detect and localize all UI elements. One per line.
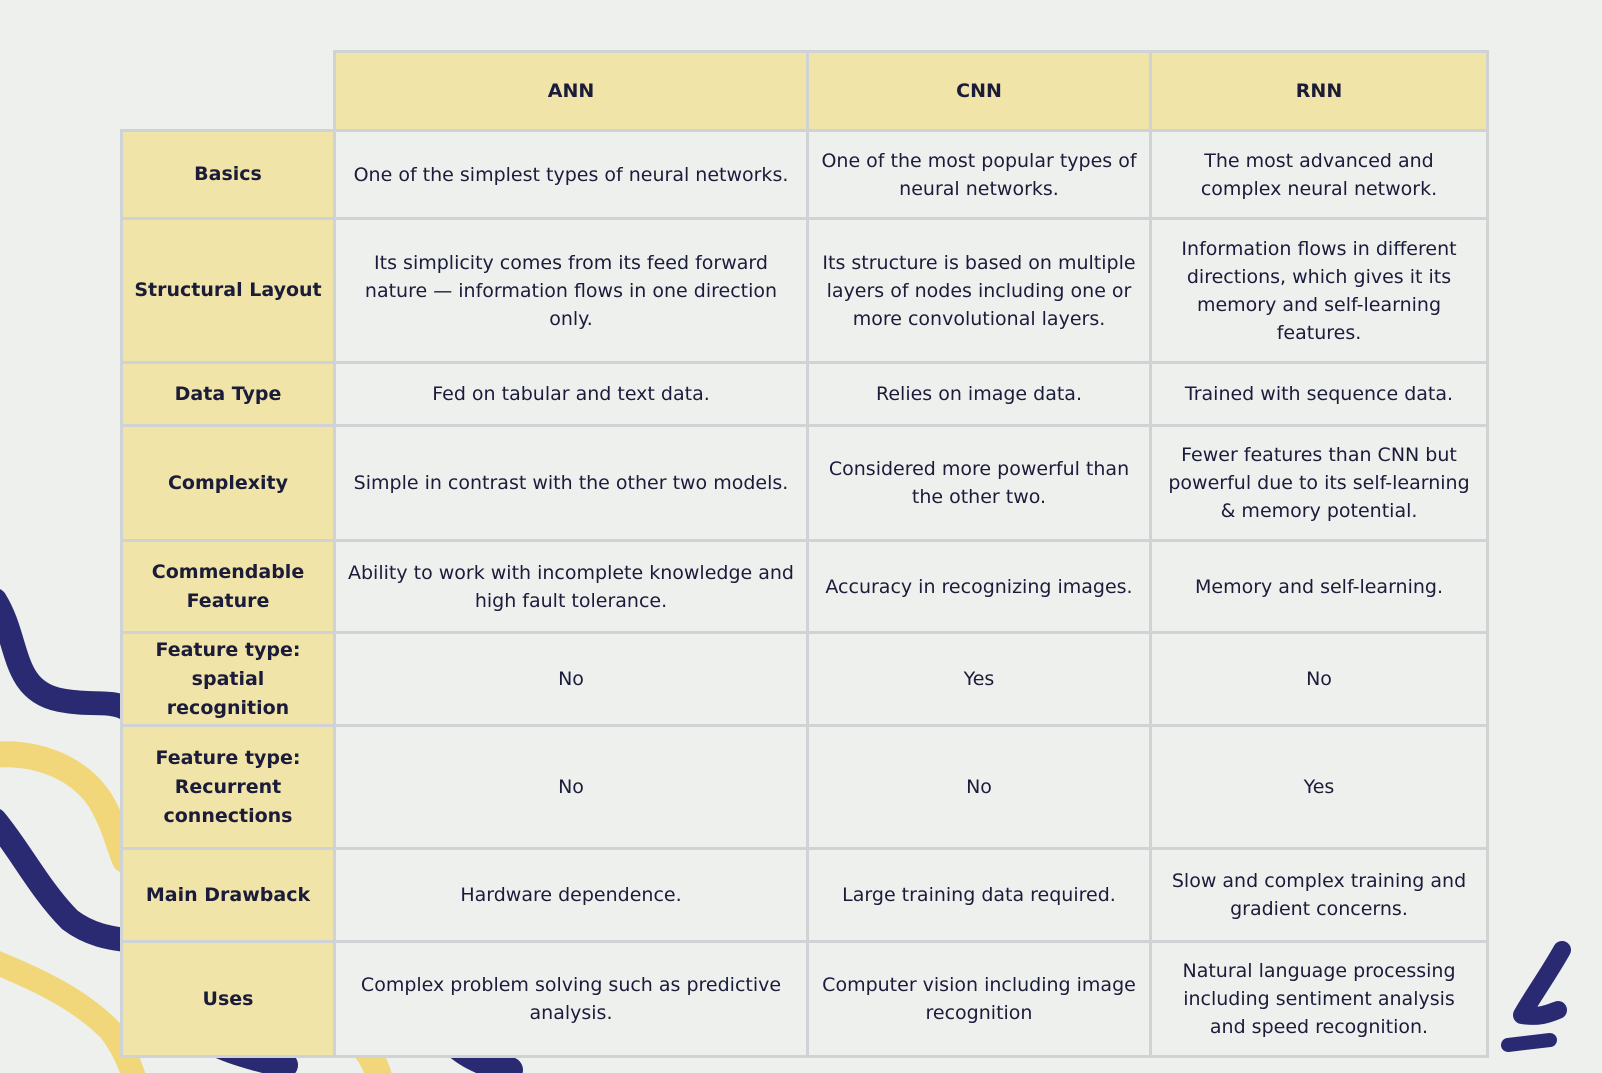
yellow-wave-1 [0, 754, 125, 860]
table-cell: Its simplicity comes from its feed forward nature — information flows in one direction only. [336, 220, 806, 361]
table-cell: Large training data required. [809, 850, 1149, 940]
navy-dash-mark [1508, 1040, 1550, 1045]
row-header-data-type: Data Type [123, 364, 333, 424]
table-corner [123, 53, 333, 129]
table-cell: Complex problem solving such as predictive analysis. [336, 943, 806, 1055]
row-header-basics: Basics [123, 132, 333, 217]
navy-wave-2 [0, 820, 125, 940]
table-cell: No [336, 634, 806, 724]
navy-check-mark [1522, 950, 1562, 1016]
table-cell: No [336, 727, 806, 847]
table-cell: Ability to work with incomplete knowledge and high fault tolerance. [336, 542, 806, 631]
table-cell: Trained with sequence data. [1152, 364, 1486, 424]
table-cell: Simple in contrast with the other two models. [336, 427, 806, 539]
table-cell: One of the most popular types of neural networks. [809, 132, 1149, 217]
table-cell: Natural language processing including sentiment analysis and speed recognition. [1152, 943, 1486, 1055]
table-cell: Fed on tabular and text data. [336, 364, 806, 424]
row-header-recurrent-connections: Feature type: Recurrent connections [123, 727, 333, 847]
row-header-commendable-feature: Commendable Feature [123, 542, 333, 631]
row-header-main-drawback: Main Drawback [123, 850, 333, 940]
navy-wave-1 [0, 600, 125, 708]
column-header-rnn: RNN [1152, 53, 1486, 129]
row-header-spatial-recognition: Feature type: spatial recognition [123, 634, 333, 724]
table-cell: Information flows in different directions, which gives it its memory and self-learning features. [1152, 220, 1486, 361]
table-cell: Memory and self-learning. [1152, 542, 1486, 631]
yellow-wave-2 [0, 960, 135, 1073]
table-cell: Accuracy in recognizing images. [809, 542, 1149, 631]
table-cell: Computer vision including image recognition [809, 943, 1149, 1055]
column-header-cnn: CNN [809, 53, 1149, 129]
table-cell: The most advanced and complex neural network. [1152, 132, 1486, 217]
table-cell: Fewer features than CNN but powerful due to its self-learning & memory potential. [1152, 427, 1486, 539]
table-cell: Its structure is based on multiple layers of nodes including one or more convolutional layers. [809, 220, 1149, 361]
table-cell: No [809, 727, 1149, 847]
table-cell: Hardware dependence. [336, 850, 806, 940]
row-header-structural-layout: Structural Layout [123, 220, 333, 361]
comparison-table [123, 53, 1477, 1055]
table-cell: One of the simplest types of neural networks. [336, 132, 806, 217]
table-cell: Slow and complex training and gradient concerns. [1152, 850, 1486, 940]
column-header-ann: ANN [336, 53, 806, 129]
table-cell: Yes [809, 634, 1149, 724]
table-cell: No [1152, 634, 1486, 724]
row-header-uses: Uses [123, 943, 333, 1055]
table-cell: Relies on image data. [809, 364, 1149, 424]
table-cell: Considered more powerful than the other two. [809, 427, 1149, 539]
row-header-complexity: Complexity [123, 427, 333, 539]
table-cell: Yes [1152, 727, 1486, 847]
